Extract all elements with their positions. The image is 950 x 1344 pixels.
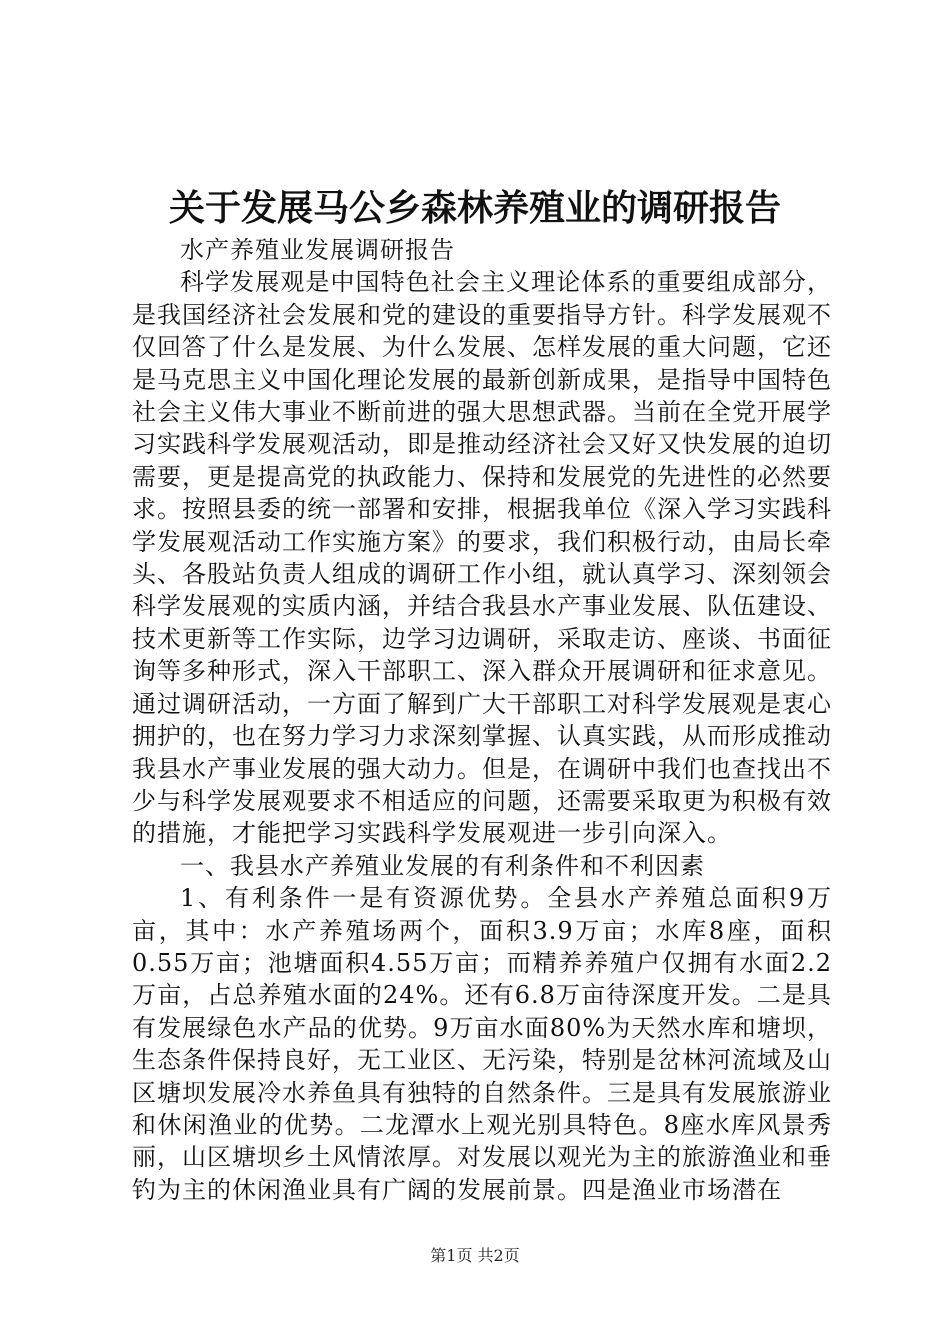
- subtitle-paragraph: 水产养殖业发展调研报告: [180, 236, 455, 264]
- page-footer: 第1页 共2页: [430, 1246, 520, 1265]
- body-paragraph: 科学发展观是中国特色社会主义理论体系的重要组成部分，是我国经济社会发展和党的建设的重要指导方针。科学发展观不仅回答了什么是发展、为什么发展、怎样发展的重大问题，它还是马克思主义中国化理论发展的最新创新成果，是指导中国特色社会主义伟大事业不断前进的强大思想武器。当前在全党开展学习实践科学发展观活动，即是推动经济社会又好又快发展的迫切需要，更是提高党的执政能力、保持和发展党的先进性的必然要求。按照县委的统一部署和安排，根据我单位《深入学习实践科学发展观活动工作实施方案》的要求，我们积极行动，由局长牵头、各股站负责人组成的调研工作小组，就认真学习、深刻领会科学发展观的实质内涵，并结合我县水产事业发展、队伍建设、技术更新等工作实际，边学习边调研，采取走访、座谈、书面征询等多种形式，深入干部职工、深入群众开展调研和征求意见。通过调研活动，一方面了解到广大干部职工对科学发展观是衷心拥护的，也在努力学习力求深刻掌握、认真实践，从而形成推动我县水产事业发展的强大动力。但是，在调研中我们也查找出不少与科学发展观要求不相适应的问题，还需要采取更为积极有效的措施，才能把学习实践科学发展观进一步引向深入。: [132, 268, 832, 848]
- body-paragraph: 1、有利条件一是有资源优势。全县水产养殖总面积9万亩，其中：水产养殖场两个，面积3.9万亩；水库8座，面积0.55万亩；池塘面积4.55万亩；而精养养殖户仅拥有水面2.2万亩，占总养殖水面的24%。还有6.8万亩待深度开发。二是具有发展绿色水产品的优势。9万亩水面80%为天然水库和塘坝，生态条件保持良好，无工业区、无污染，特别是岔林河流域及山区塘坝发展冷水养鱼具有独特的自然条件。三是具有发展旅游业和休闲渔业的优势。二龙潭水上观光别具特色。8座水库风景秀丽，山区塘坝乡土风情浓厚。对发展以观光为主的旅游渔业和垂钓为主的休闲渔业具有广阔的发展前景。四是渔业市场潜在: [132, 884, 832, 1204]
- document-title: 关于发展马公乡森林养殖业的调研报告: [168, 187, 781, 229]
- document-body: [132, 234, 832, 1206]
- section-heading: 一、我县水产养殖业发展的有利条件和不利因素: [180, 851, 705, 880]
